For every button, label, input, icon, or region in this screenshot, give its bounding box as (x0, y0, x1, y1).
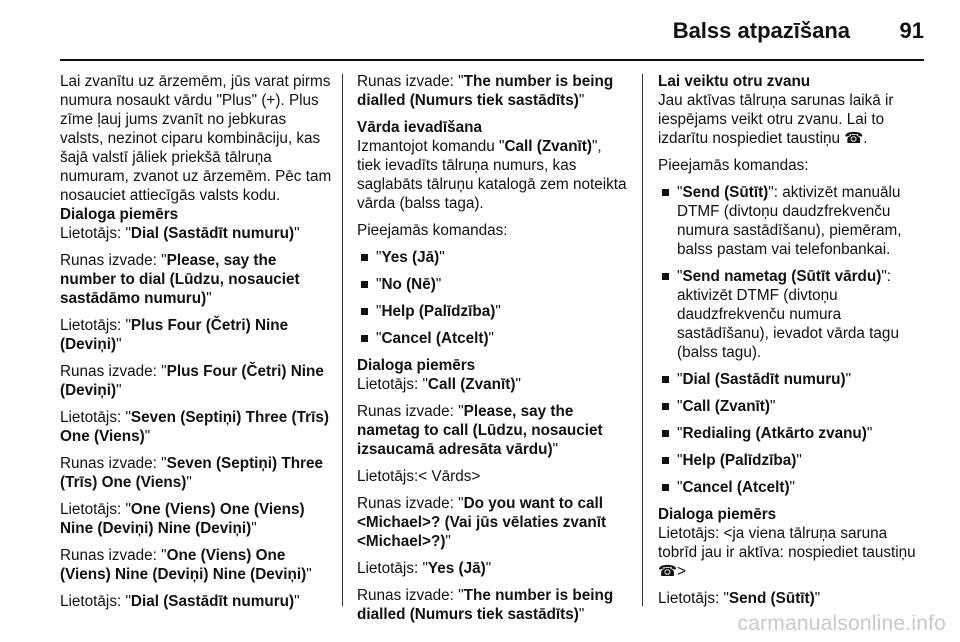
dialog-example-heading: Dialoga piemērs (357, 357, 476, 374)
dialog-example-text: Lietotājs: <ja viena tālruņa saruna tobrīd jau ir aktīva: nospiediet taustiņu ☎> (658, 525, 916, 580)
second-call-paragraph: Jau aktīvas tālruņa sarunas laikā ir iespējams veikt otru zvanu. Lai to izdarītu nospiediet taustiņu ☎. (658, 92, 894, 147)
dialog-line: Runas izvade: "The number is being dialled (Numurs tiek sastādīts)" (357, 73, 614, 109)
command-list-item: "Dial (Sastādīt numuru)" (658, 370, 928, 389)
watermark: carmanualsonline.info (737, 612, 946, 635)
dialog-example-heading: Dialoga piemērs (60, 206, 179, 223)
page-title: Balss atpazīšana (672, 18, 850, 43)
commands-label: Pieejamās komandas: (658, 157, 809, 174)
header-rule (60, 59, 924, 61)
command-list-item: "No (Nē)" (357, 275, 629, 294)
page-header (0, 0, 960, 62)
bullet-square-icon (361, 281, 368, 288)
command-list-item: "Send (Sūtīt)": aktivizēt manuālu DTMF (divtoņu daudzfrekvenču numura sastādīšanu), piemēram, balss pastam vai telefonbankai. (658, 183, 928, 259)
intro-paragraph: Lai zvanītu uz ārzemēm, jūs varat pirms numura nosaukt vārdu "Plus" (+). Plus zīme ļauj jums zvanīt no jebkuras valsts, nezinot ciparu kombināciju, kas šajā valstī jāliek priekšā tālruņa numuram, zvanot uz ārzemēm. Pēc tam nosauciet attiecīgās valsts kodu. (60, 73, 332, 204)
column-divider-right (642, 74, 643, 606)
page-number: 91 (899, 18, 924, 43)
dialog-line: Lietotājs: "Send (Sūtīt)" (658, 590, 821, 607)
section-heading: Vārda ievadīšana (357, 119, 482, 136)
dialog-line: Lietotājs: "Call (Zvanīt)" (357, 376, 521, 393)
dialog-line: Runas izvade: "Do you want to call <Michael>? (Vai jūs vēlaties zvanīt <Michael>?)" (357, 495, 607, 550)
dialog-line: Runas izvade: "Please, say the nametag to call (Lūdzu, nosauciet izsaucamā adresāta vārdu)" (357, 403, 603, 458)
dialog-line: Lietotājs:< Vārds> (357, 468, 481, 485)
dialog-line: Lietotājs: "Dial (Sastādīt numuru)" (60, 593, 300, 610)
dialog-line: Lietotājs: "One (Viens) One (Viens) Nine (Deviņi) Nine (Deviņi)" (60, 501, 305, 537)
dialog-line: Runas izvade: "Seven (Septiņi) Three (Trīs) One (Viens)" (60, 455, 324, 491)
bullet-square-icon (662, 273, 669, 280)
bullet-square-icon (361, 335, 368, 342)
command-list-item: "Cancel (Atcelt)" (357, 329, 629, 348)
section-heading: Lai veiktu otru zvanu (658, 73, 811, 90)
command-list-item: "Help (Palīdzība)" (357, 302, 629, 321)
command-list-item: "Yes (Jā)" (357, 248, 629, 267)
dialog-line: Runas izvade: "Plus Four (Četri) Nine (Deviņi)" (60, 363, 324, 399)
dialog-lines (60, 224, 332, 611)
command-list (357, 248, 629, 348)
command-list-item: "Help (Palīdzība)" (658, 451, 928, 470)
column-2 (357, 72, 629, 632)
command-list-item: "Send nametag (Sūtīt vārdu)": aktivizēt DTMF (divtoņu daudzfrekvenču numura sastādīšanu), ievadot vārda tagu (balss tagu). (658, 267, 928, 362)
bullet-square-icon (361, 308, 368, 315)
name-entry-paragraph: Izmantojot komandu "Call (Zvanīt)", tiek ievadīts tālruņa numurs, kas saglabāts tālruņu katalogā zem noteikta vārda (balss taga). (357, 138, 627, 212)
bullet-square-icon (662, 376, 669, 383)
command-list (658, 183, 928, 497)
dialog-line: Lietotājs: "Seven (Septiņi) Three (Trīs) One (Viens)" (60, 409, 329, 445)
dialog-lines (357, 375, 629, 624)
dialog-line: Runas izvade: "One (Viens) One (Viens) Nine (Deviņi) Nine (Deviņi)" (60, 547, 312, 583)
dialog-line: Runas izvade: "The number is being dialled (Numurs tiek sastādīts)" (357, 587, 614, 623)
command-list-item: "Redialing (Atkārto zvanu)" (658, 424, 928, 443)
commands-label: Pieejamās komandas: (357, 222, 508, 239)
dialog-example-heading: Dialoga piemērs (658, 506, 777, 523)
dialog-line: Lietotājs: "Yes (Jā)" (357, 560, 492, 577)
column-3 (658, 72, 928, 616)
bullet-square-icon (361, 254, 368, 261)
bullet-square-icon (662, 189, 669, 196)
bullet-square-icon (662, 484, 669, 491)
bullet-square-icon (662, 457, 669, 464)
command-list-item: "Call (Zvanīt)" (658, 397, 928, 416)
bullet-square-icon (662, 403, 669, 410)
bullet-square-icon (662, 430, 669, 437)
command-list-item: "Cancel (Atcelt)" (658, 478, 928, 497)
dialog-line: Lietotājs: "Plus Four (Četri) Nine (Deviņi)" (60, 317, 289, 353)
dialog-line: Lietotājs: "Dial (Sastādīt numuru)" (60, 225, 300, 242)
column-1 (60, 72, 332, 619)
dialog-line: Runas izvade: "Please, say the number to dial (Lūdzu, nosauciet sastādāmo numuru)" (60, 252, 300, 307)
column-divider-left (342, 74, 343, 606)
